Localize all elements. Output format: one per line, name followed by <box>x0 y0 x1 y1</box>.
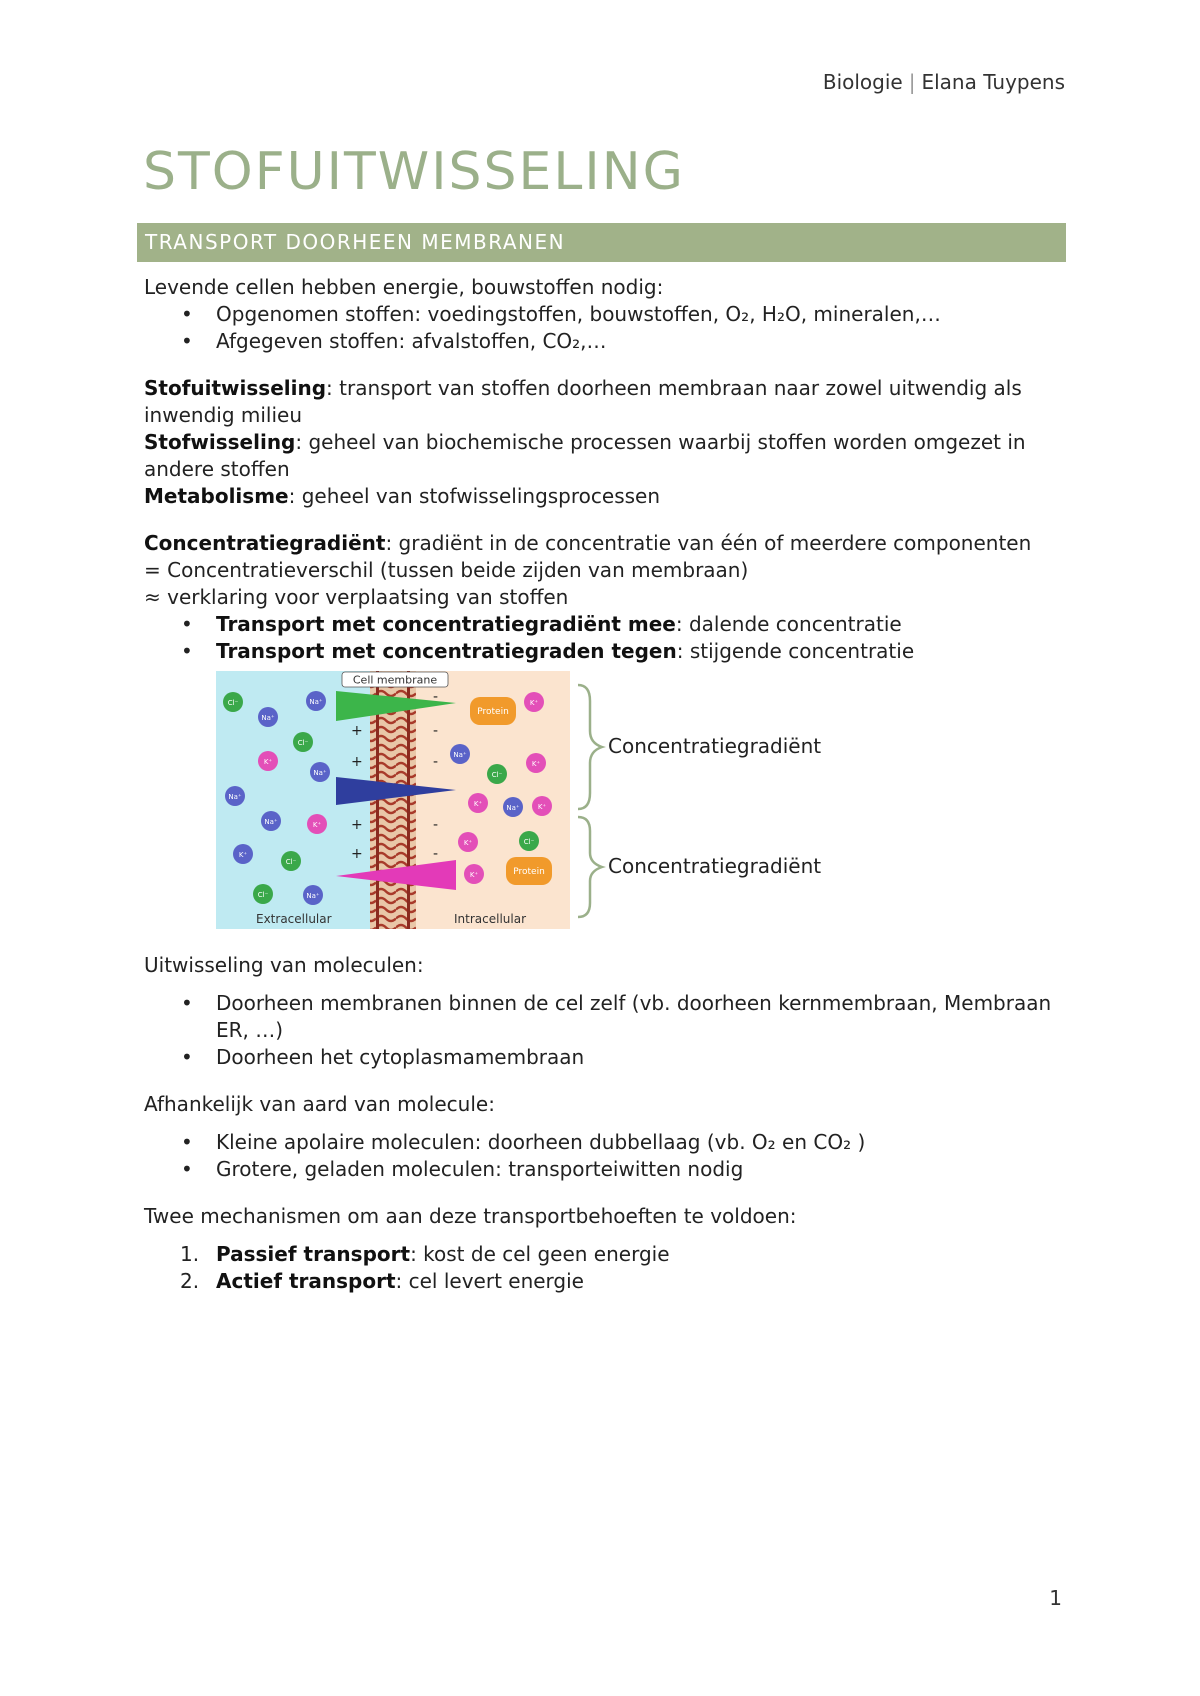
ion-label: Na⁺ <box>264 818 278 826</box>
brace-label-2: Concentratiegradiënt <box>608 854 822 878</box>
page-title: STOFUITWISSELING <box>143 142 685 202</box>
list-item: • Doorheen membranen binnen de cel zelf (vb. doorheen kernmembraan, Membraan ER, …) <box>216 990 1074 1044</box>
sign-plus: + <box>351 723 363 739</box>
ion-label: Cl⁻ <box>523 838 535 846</box>
brace-icon <box>576 681 606 925</box>
header-author: Elana Tuypens <box>921 70 1065 94</box>
sign-minus: - <box>433 723 439 739</box>
ion-label: K⁺ <box>537 803 547 811</box>
definition-concentratiegradient <box>144 530 1074 557</box>
mechanisms-lead: Twee mechanismen om aan deze transportbehoeften te voldoen: <box>144 1204 797 1228</box>
definition-text: : transport van stoffen doorheen membraan naar zowel uitwendig als inwendig milieu <box>144 376 1022 427</box>
definition-term: Stofwisseling <box>144 430 296 454</box>
ion-label: Cl⁻ <box>227 699 239 707</box>
list-item-text: : kost de cel geen energie <box>410 1242 670 1266</box>
ion-label: Cl⁻ <box>297 739 309 747</box>
gradient-line-3: ≈ verklaring voor verplaatsing van stoffen <box>144 585 569 609</box>
exchange-lead: Uitwisseling van moleculen: <box>144 953 424 977</box>
list-item-text: : stijgende concentratie <box>676 639 915 663</box>
ion-label: Na⁺ <box>313 769 327 777</box>
list-item <box>216 1241 1074 1268</box>
list-item-term: Passief transport <box>216 1242 411 1266</box>
dependency-list <box>144 1129 1074 1183</box>
list-item: • Doorheen het cytoplasmamembraan <box>216 1044 1074 1071</box>
membrane-figure <box>144 671 1074 933</box>
page-header <box>823 70 1065 94</box>
header-subject: Biologie <box>822 70 903 94</box>
ion-label: Cl⁻ <box>491 771 503 779</box>
sign-minus: - <box>433 754 439 770</box>
ion-label: K⁺ <box>263 758 273 766</box>
sign-plus: + <box>351 754 363 770</box>
ion-label: K⁺ <box>473 800 483 808</box>
list-item-term: Transport met concentratiegradiënt mee <box>216 612 676 636</box>
gradient-line-2: = Concentratieverschil (tussen beide zijden van membraan) <box>144 558 749 582</box>
sign-minus: - <box>433 689 439 705</box>
sign-minus: - <box>433 846 439 862</box>
ion-label: Na⁺ <box>261 714 275 722</box>
ion-label: K⁺ <box>529 699 539 707</box>
ion-label: K⁺ <box>238 851 248 859</box>
ion-label: Na⁺ <box>453 751 467 759</box>
definition-stofwisseling <box>144 429 1074 483</box>
ion-label: K⁺ <box>312 821 322 829</box>
list-item <box>216 1268 1074 1295</box>
definition-metabolisme <box>144 483 1074 510</box>
sign-plus: + <box>351 817 363 833</box>
mechanisms-list <box>144 1241 1074 1295</box>
list-item: • Kleine apolaire moleculen: doorheen dubbellaag (vb. O₂ en CO₂ ) <box>216 1129 1074 1156</box>
definition-stofuitwisseling <box>144 375 1074 429</box>
ion-label: K⁺ <box>531 760 541 768</box>
definition-term: Metabolisme <box>144 484 289 508</box>
list-item-text: : cel levert energie <box>395 1269 584 1293</box>
protein-label: Protein <box>477 707 509 717</box>
sign-plus: + <box>351 846 363 862</box>
sign-minus: - <box>433 817 439 833</box>
list-item-term: Transport met concentratiegraden tegen <box>216 639 677 663</box>
list-item <box>216 638 1074 665</box>
definition-text: : geheel van biochemische processen waarbij stoffen worden omgezet in andere stoffen <box>144 430 1026 481</box>
list-item <box>216 611 1074 638</box>
list-item-term: Actief transport <box>216 1269 396 1293</box>
ion-label: Na⁺ <box>228 793 242 801</box>
ion-label: K⁺ <box>463 839 473 847</box>
membrane-label: Cell membrane <box>352 673 438 687</box>
exchange-list <box>144 990 1074 1071</box>
ion-label: Na⁺ <box>306 892 320 900</box>
document-body <box>144 274 1074 1295</box>
page-number: 1 <box>1049 1586 1062 1610</box>
ion-label: Na⁺ <box>309 698 323 706</box>
protein-label: Protein <box>513 867 545 877</box>
ion-label: Cl⁻ <box>285 858 297 866</box>
intro-lead: Levende cellen hebben energie, bouwstoffen nodig: <box>144 275 664 299</box>
gradient-list <box>144 611 1074 665</box>
definition-term: Stofuitwisseling <box>144 376 327 400</box>
list-item: • Grotere, geladen moleculen: transporteiwitten nodig <box>216 1156 1074 1183</box>
ion-label: Cl⁻ <box>257 891 269 899</box>
extracellular-label: Extracellular <box>256 912 332 926</box>
list-item-text: : dalende concentratie <box>675 612 902 636</box>
definition-text: : gradiënt in de concentratie van één of meerdere componenten <box>385 531 1032 555</box>
header-separator: | <box>908 70 916 94</box>
definition-term: Concentratiegradiënt <box>144 531 386 555</box>
dependency-lead: Afhankelijk van aard van molecule: <box>144 1092 495 1116</box>
definition-text: : geheel van stofwisselingsprocessen <box>288 484 661 508</box>
intro-list <box>144 301 1074 355</box>
list-item: • Opgenomen stoffen: voedingstoffen, bouwstoffen, O₂, H₂O, mineralen,… <box>216 301 1074 328</box>
intracellular-label: Intracellular <box>454 912 527 926</box>
ion-label: K⁺ <box>469 871 479 879</box>
membrane-gradient-illustration <box>216 671 570 929</box>
list-item: • Afgegeven stoffen: afvalstoffen, CO₂,… <box>216 328 1074 355</box>
section-heading: TRANSPORT DOORHEEN MEMBRANEN <box>137 223 1066 262</box>
ion-label: Na⁺ <box>506 804 520 812</box>
brace-label-1: Concentratiegradiënt <box>608 734 822 758</box>
